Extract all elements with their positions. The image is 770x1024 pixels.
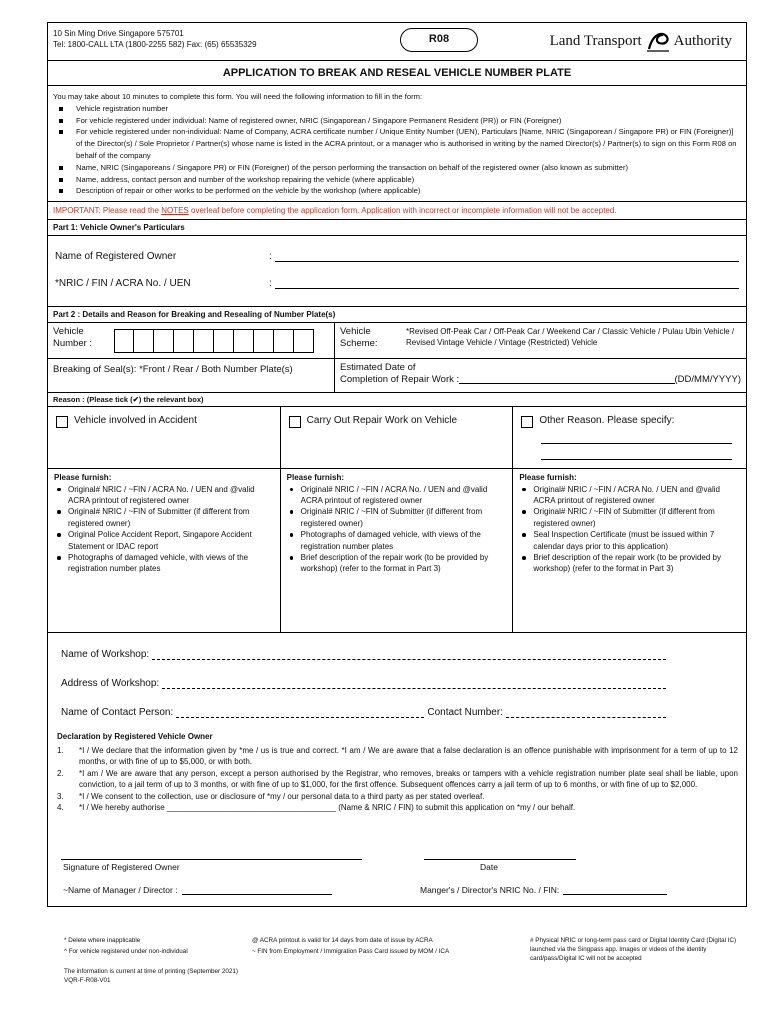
- label-line: Scheme:: [340, 338, 378, 350]
- signature-line[interactable]: [61, 859, 362, 860]
- form-reference: VQR-F-R08-V01: [64, 977, 111, 984]
- contact-number-label: Contact Number:: [427, 707, 503, 719]
- requirement-item: Original# NRIC / ~FIN of Submitter (if different from registered owner): [519, 506, 740, 529]
- item-number: 3.: [57, 791, 64, 801]
- furnish-heading: Please furnish:: [519, 473, 577, 483]
- repair-label: Carry Out Repair Work on Vehicle: [306, 415, 458, 427]
- vehicle-scheme-cell: [335, 323, 746, 358]
- intro-item: Name, NRIC (Singaporeans / Singapore PR) or FIN (Foreigner) of the person performing the transaction on behalf of the registered owner (also known as submitter): [53, 162, 741, 174]
- reason-heading: Reason : (Please tick (✔) the relevant box): [47, 393, 747, 407]
- manager-nric-label: Manger's / Director's NRIC No. / FIN:: [420, 885, 560, 896]
- contact-person-field[interactable]: [176, 717, 424, 718]
- label-line: Vehicle: [53, 326, 84, 338]
- footnote-col2: [252, 936, 522, 956]
- footnote: @ ACRA printout is valid for 14 days from date of issue by ACRA: [252, 937, 433, 944]
- form-page: [47, 22, 747, 984]
- reason-repair-top: [281, 407, 513, 469]
- colon: :: [269, 251, 272, 263]
- declaration-heading: Declaration by Registered Vehicle Owner: [57, 732, 213, 742]
- requirement-item: Original Police Accident Report, Singapore Accident Statement or IDAC report: [54, 529, 274, 552]
- owner-name-label: Name of Registered Owner: [55, 251, 177, 263]
- intro-lead: You may take about 10 minutes to complete this form. You will need the following information to fill in the form:: [53, 92, 423, 101]
- accident-label: Vehicle involved in Accident: [74, 415, 197, 427]
- completion-date-cell: [335, 359, 746, 392]
- date-label: Date: [480, 862, 498, 873]
- other-checkbox[interactable]: [521, 416, 533, 428]
- intro-item: For vehicle registered under individual: Name of registered owner, NRIC (Singaporean / Singapore Permanent Resident (PR)) or FIN (Foreigner): [53, 115, 741, 127]
- lta-emblem-icon: [645, 29, 671, 53]
- date-field-row: [340, 374, 741, 386]
- requirement-item: Original# NRIC / ~FIN / ACRA No. / UEN and @valid ACRA printout of registered owner: [519, 484, 740, 507]
- logo-text-left: Land Transport: [549, 32, 642, 49]
- contact-person-label: Name of Contact Person:: [61, 707, 174, 719]
- form-header: [47, 22, 747, 60]
- requirement-item: Original# NRIC / ~FIN of Submitter (if different from registered owner): [54, 506, 274, 529]
- contact-row: [61, 707, 666, 718]
- requirement-item: Original# NRIC / ~FIN / ACRA No. / UEN and @valid ACRA printout of registered owner: [287, 484, 507, 507]
- owner-id-row: [48, 275, 746, 289]
- item-text: *I am / We are aware that any person, except a person authorised by the Registrar, who removes, breaks or tampers with a vehicle registration number plate seal shall be liable, upon conviction, to a jail term of up to 3 months, or with fine of up to $1,000, for the first offence. Subsequent offences carry a jail term of up to 6 months, or with fine of up to $2,000.: [79, 768, 738, 790]
- date-label-line: Estimated Date of: [340, 362, 416, 374]
- owner-id-field[interactable]: [275, 288, 739, 289]
- requirement-item: Photographs of damaged vehicle, with views of the registration number plates: [54, 552, 274, 575]
- item-number: 2.: [57, 768, 64, 778]
- requirement-item: Original# NRIC / ~FIN / ACRA No. / UEN and @valid ACRA printout of registered owner: [54, 484, 274, 507]
- requirement-item: Seal Inspection Certificate (must be issued within 7 calendar days prior to this application): [519, 529, 740, 552]
- reason-repair: [281, 407, 514, 632]
- print-info: [64, 967, 364, 985]
- date-line[interactable]: [424, 859, 576, 860]
- contact-line: Tel: 1800-CALL LTA (1800-2255 582) Fax: (65) 65535329: [53, 40, 257, 49]
- manager-name-field[interactable]: [182, 894, 332, 895]
- part2-heading: Part 2 : Details and Reason for Breaking and Resealing of Number Plate(s): [47, 307, 747, 323]
- reason-accident-top: [48, 407, 280, 469]
- footnote: * Delete where inapplicable: [64, 937, 141, 944]
- accident-checkbox[interactable]: [56, 416, 68, 428]
- footnote: ~ FIN from Employment / Immigration Pass Card issued by MOM / ICA: [252, 948, 450, 955]
- reason-options: [47, 407, 747, 633]
- vehicle-row: [47, 323, 747, 359]
- date-label-line: Completion of Repair Work :: [340, 374, 460, 386]
- repair-requirements: [281, 469, 513, 578]
- requirement-item: Original# NRIC / ~FIN of Submitter (if different from registered owner): [287, 506, 507, 529]
- date-format: (DD/MM/YYYY): [674, 374, 741, 386]
- address-block: [53, 28, 257, 50]
- item-text: *I / We consent to the collection, use or disclosure of *my / our personal data to a third party as per stated overleaf.: [79, 791, 485, 801]
- colon: :: [269, 278, 272, 290]
- completion-date-field[interactable]: [459, 383, 674, 384]
- repair-checkbox[interactable]: [289, 416, 301, 428]
- important-notice: [47, 202, 747, 220]
- requirement-item: Brief description of the repair work (to be provided by workshop) (refer to the format in Part 3): [287, 552, 507, 575]
- manager-nric-field[interactable]: [563, 894, 667, 895]
- intro-item: For vehicle registered under non-individual: Name of Company, ACRA certificate number / Unique Entity Number (UEN), Particulars [Name, NRIC (Singaporean / Singapore PR) or FIN (Foreigner)] of the Director(s) / Sole Proprietor / Partner(s) whose name is listed in the ACRA printout, or a manager who is authorised in writing by the named Director(s) / Partner(s) to sign on this Form R08 on behalf of the company: [53, 126, 741, 161]
- declaration-item: [57, 768, 738, 791]
- workshop-name-field[interactable]: [152, 659, 666, 660]
- workshop-address-row: [61, 678, 666, 689]
- declaration-item: [57, 745, 738, 768]
- vehicle-number-cell: [48, 323, 335, 358]
- workshop-address-field[interactable]: [162, 688, 666, 689]
- item-number: 1.: [57, 745, 64, 755]
- vehicle-number-boxes[interactable]: [114, 329, 314, 355]
- notes-link[interactable]: NOTES: [161, 206, 189, 216]
- furnish-heading: Please furnish:: [286, 473, 345, 483]
- manager-nric-row: [420, 885, 667, 895]
- declaration-block: [57, 731, 738, 814]
- manager-name-row: [63, 885, 332, 895]
- workshop-name-row: [61, 649, 666, 660]
- footnote-col3: # Physical NRIC or long-term pass card or Digital Identity Card (Digital IC) launched via the Singpass app. Images or videos of the identity card/pass/Digital IC will not be accepted: [530, 937, 737, 962]
- workshop-declaration-section: [47, 633, 747, 907]
- owner-name-field[interactable]: [275, 261, 739, 262]
- scheme-label: [340, 326, 400, 355]
- other-label: Other Reason. Please specify:: [539, 415, 675, 427]
- part1-heading: Part 1: Vehicle Owner's Particulars: [47, 220, 747, 236]
- workshop-address-label: Address of Workshop:: [61, 678, 160, 690]
- seals-label[interactable]: Breaking of Seal(s): *Front / Rear / Both Number Plate(s): [48, 359, 335, 392]
- requirement-item: Brief description of the repair work (to be provided by workshop) (refer to the format in Part 3): [519, 552, 740, 575]
- other-requirements: [513, 469, 746, 578]
- footnote: The information is current at time of printing (September 2021): [64, 968, 238, 975]
- reason-accident: [48, 407, 281, 632]
- vehicle-number-label: [53, 326, 109, 355]
- signature-label: Signature of Registered Owner: [63, 862, 180, 873]
- owner-name-row: [48, 248, 746, 262]
- important-suffix: overleaf before completing the application form. Application with incorrect or incomplete information will not be accepted.: [188, 206, 617, 216]
- item-text: *I / We hereby authorise ______________________________________ (Name & NRIC / FIN) to submit this application on *my / our behalf.: [79, 803, 576, 813]
- part1-section: [47, 236, 747, 307]
- form-title: APPLICATION TO BREAK AND RESEAL VEHICLE NUMBER PLATE: [47, 60, 747, 86]
- declaration-item: [57, 791, 738, 803]
- other-reason-field[interactable]: [541, 443, 732, 444]
- form-code-badge: R08: [400, 28, 478, 52]
- footnote-col1: [64, 936, 254, 956]
- intro-item: Vehicle registration number: [53, 103, 741, 115]
- reason-other: [513, 407, 746, 632]
- logo-text-right: Authority: [673, 32, 732, 49]
- other-reason-field[interactable]: [541, 459, 732, 460]
- label-line: Vehicle: [340, 326, 371, 338]
- intro-item: Description of repair or other works to be performed on the vehicle by the workshop (where applicable): [53, 185, 741, 197]
- scheme-options[interactable]: *Revised Off-Peak Car / Off-Peak Car / Weekend Car / Classic Vehicle / Pulau Ubin Vehicle / Revised Vintage Vehicle / Vintage (Restricted) Vehicle: [406, 327, 735, 348]
- contact-number-field[interactable]: [506, 717, 666, 718]
- manager-name-label: ~Name of Manager / Director :: [63, 885, 178, 896]
- lta-logo: [550, 29, 732, 53]
- important-prefix: IMPORTANT: Please read the: [53, 206, 162, 216]
- furnish-heading: Please furnish:: [54, 473, 112, 483]
- declaration-item: [57, 802, 738, 814]
- intro-list: [53, 103, 741, 197]
- label-line: Number :: [53, 338, 93, 350]
- reason-other-top: [513, 407, 746, 469]
- footnote: ^ For vehicle registered under non-individual: [64, 948, 188, 955]
- item-number: 4.: [57, 803, 64, 813]
- requirement-item: Photographs of damaged vehicle, with views of the registration number plates: [287, 529, 507, 552]
- address-line: 10 Sin Ming Drive Singapore 575701: [53, 29, 184, 38]
- seals-row: [47, 359, 747, 393]
- item-text: *I / We declare that the information given by *me / us is true and correct. *I am / We are aware that a false declaration is an offence punishable with imprisonment for a term of up to 12 months, or with fine of up to $5,000, or with both.: [79, 745, 738, 767]
- accident-requirements: [48, 469, 280, 578]
- intro-item: Name, address, contact person and number of the workshop repairing the vehicle (where applicable): [53, 174, 741, 186]
- workshop-name-label: Name of Workshop:: [61, 649, 150, 661]
- owner-id-label: *NRIC / FIN / ACRA No. / UEN: [55, 278, 191, 290]
- intro-section: [47, 86, 747, 202]
